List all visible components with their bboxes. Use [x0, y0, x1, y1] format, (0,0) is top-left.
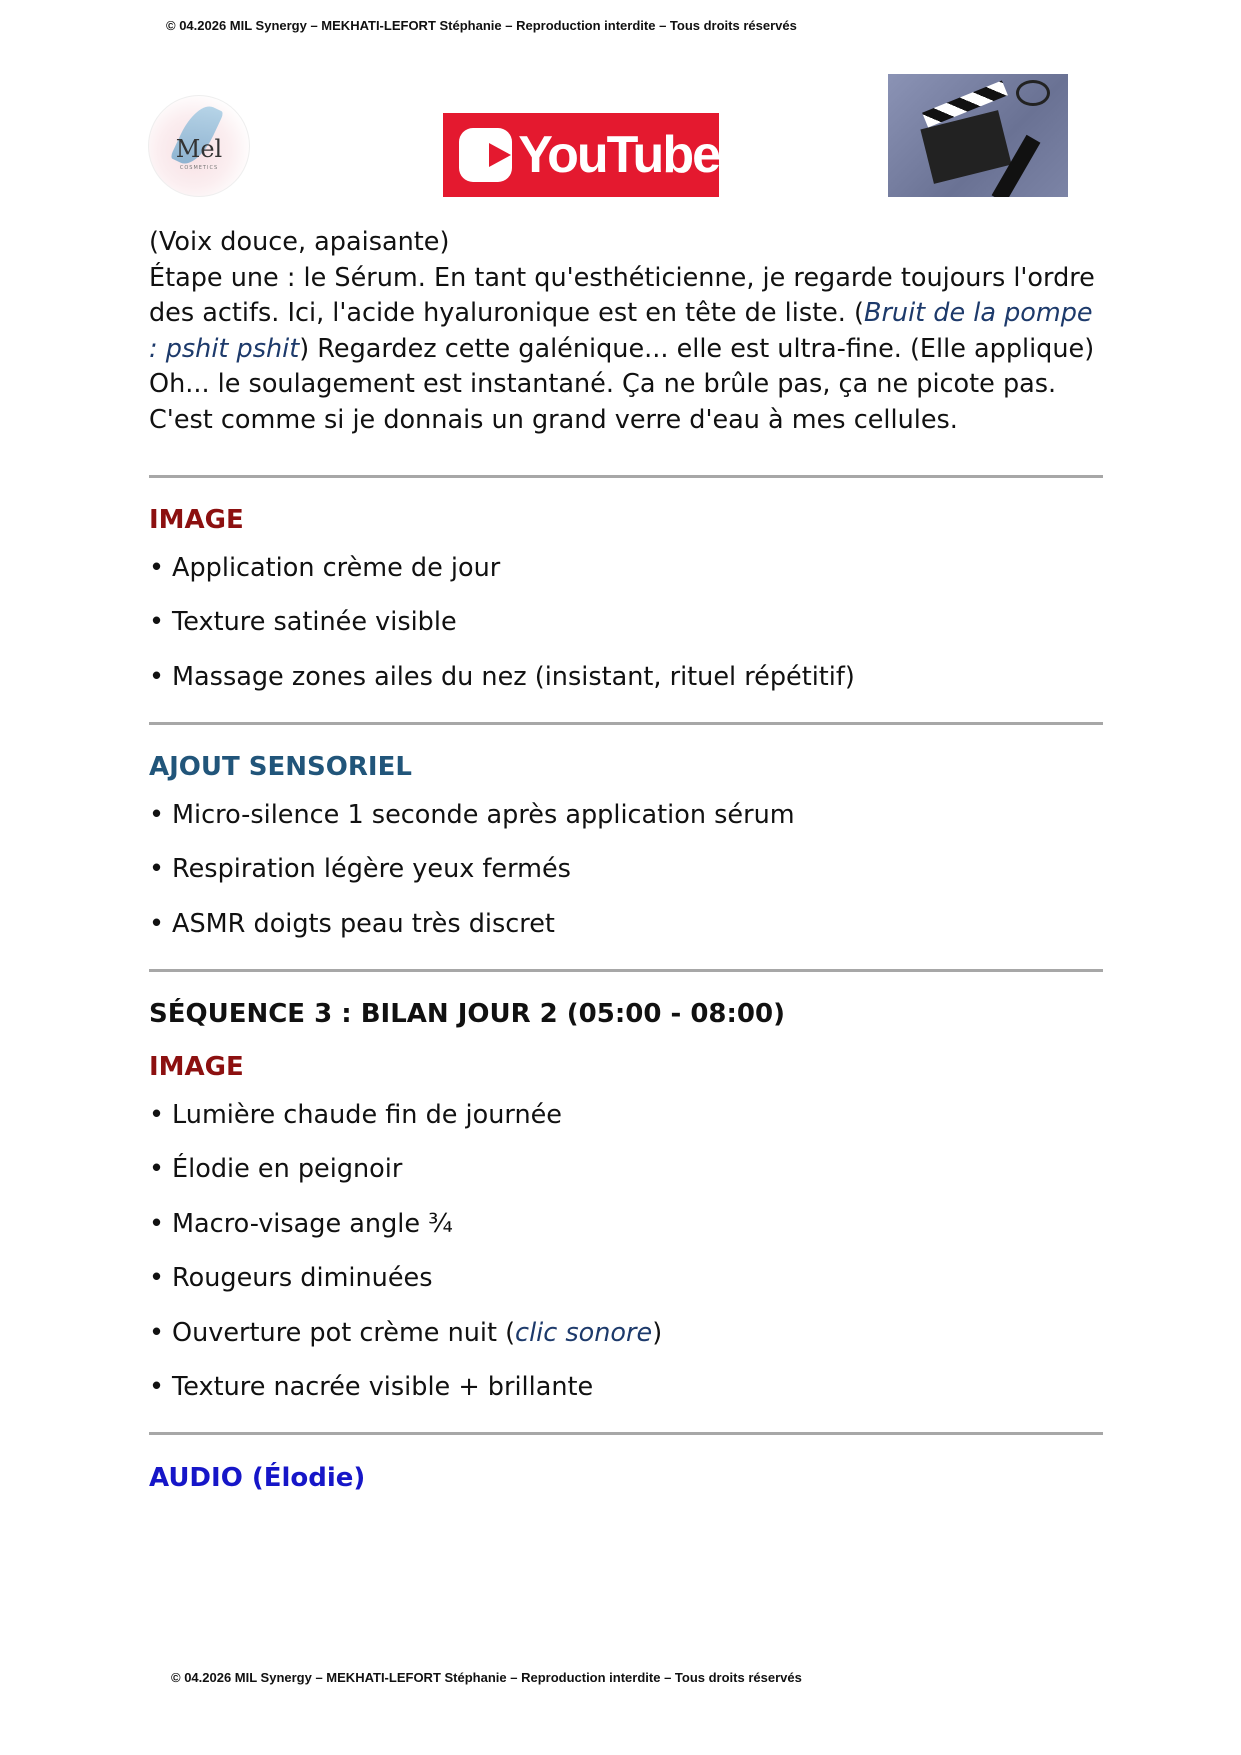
section-sensoriel — [149, 751, 1103, 940]
play-icon — [459, 128, 512, 182]
section-image-1 — [149, 504, 1103, 693]
list-item: • Rougeurs diminuées — [149, 1263, 433, 1294]
youtube-logo — [443, 113, 719, 197]
sequence-title: SÉQUENCE 3 : BILAN JOUR 2 (05:00 - 08:00) — [149, 998, 785, 1029]
document-body — [149, 225, 1103, 1494]
intro-text: Étape une : le Sérum. En tant qu'esthéticienne, je regarde toujours l'ordre des actifs. Ici, l'acide hyaluronique est en tête de liste. (Bruit de la pompe : pshit pshit) Regardez cette galénique... elle est ultra-fine. (Elle applique) Oh... le soulagement est instantané. Ça ne brûle pas, ça ne picote pas. C'est comme si je donnais un grand verre d'eau à mes cellules. — [149, 262, 1095, 435]
youtube-wordmark: YouTube — [518, 126, 719, 184]
divider — [149, 1432, 1103, 1435]
scissors-icon — [1016, 80, 1050, 106]
sequence-image-list — [149, 1099, 1103, 1404]
list-item: • Respiration légère yeux fermés — [149, 854, 571, 885]
section-heading-audio: AUDIO (Élodie) — [149, 1463, 366, 1494]
logo-name: Mel — [175, 135, 223, 163]
section-audio — [149, 1462, 1103, 1494]
stage-direction: Bruit de la pompe : pshit pshit — [149, 298, 1093, 364]
list-item: • Ouverture pot crème nuit (clic sonore) — [149, 1317, 663, 1348]
sound-note: clic sonore — [515, 1317, 653, 1348]
list-item: • Micro-silence 1 seconde après application sérum — [149, 799, 795, 830]
section-heading-image: IMAGE — [149, 504, 244, 535]
section-sequence-3 — [149, 998, 1103, 1404]
list-item: • Élodie en peignoir — [149, 1154, 403, 1185]
divider — [149, 475, 1103, 478]
divider — [149, 722, 1103, 725]
divider — [149, 969, 1103, 972]
list-item: • Massage zones ailes du nez (insistant, rituel répétitif) — [149, 661, 855, 692]
sensoriel-list — [149, 799, 1103, 940]
intro-paragraph — [149, 225, 1103, 439]
intro-voice-note: (Voix douce, apaisante) — [149, 227, 450, 257]
list-item: • Texture satinée visible — [149, 607, 457, 638]
list-item: • Texture nacrée visible + brillante — [149, 1372, 594, 1403]
section-heading-image: IMAGE — [149, 1051, 244, 1082]
list-item: • Macro-visage angle ¾ — [149, 1208, 453, 1239]
image-list — [149, 552, 1103, 693]
list-item: • Application crème de jour — [149, 552, 501, 583]
list-item: • ASMR doigts peau très discret — [149, 908, 555, 939]
mel-cosmetics-logo — [148, 95, 250, 197]
list-item: • Lumière chaude fin de journée — [149, 1099, 562, 1130]
logo-sub: COSMETICS — [179, 165, 219, 171]
section-heading-sensoriel: AJOUT SENSORIEL — [149, 751, 412, 782]
clapperboard-image — [888, 74, 1068, 197]
